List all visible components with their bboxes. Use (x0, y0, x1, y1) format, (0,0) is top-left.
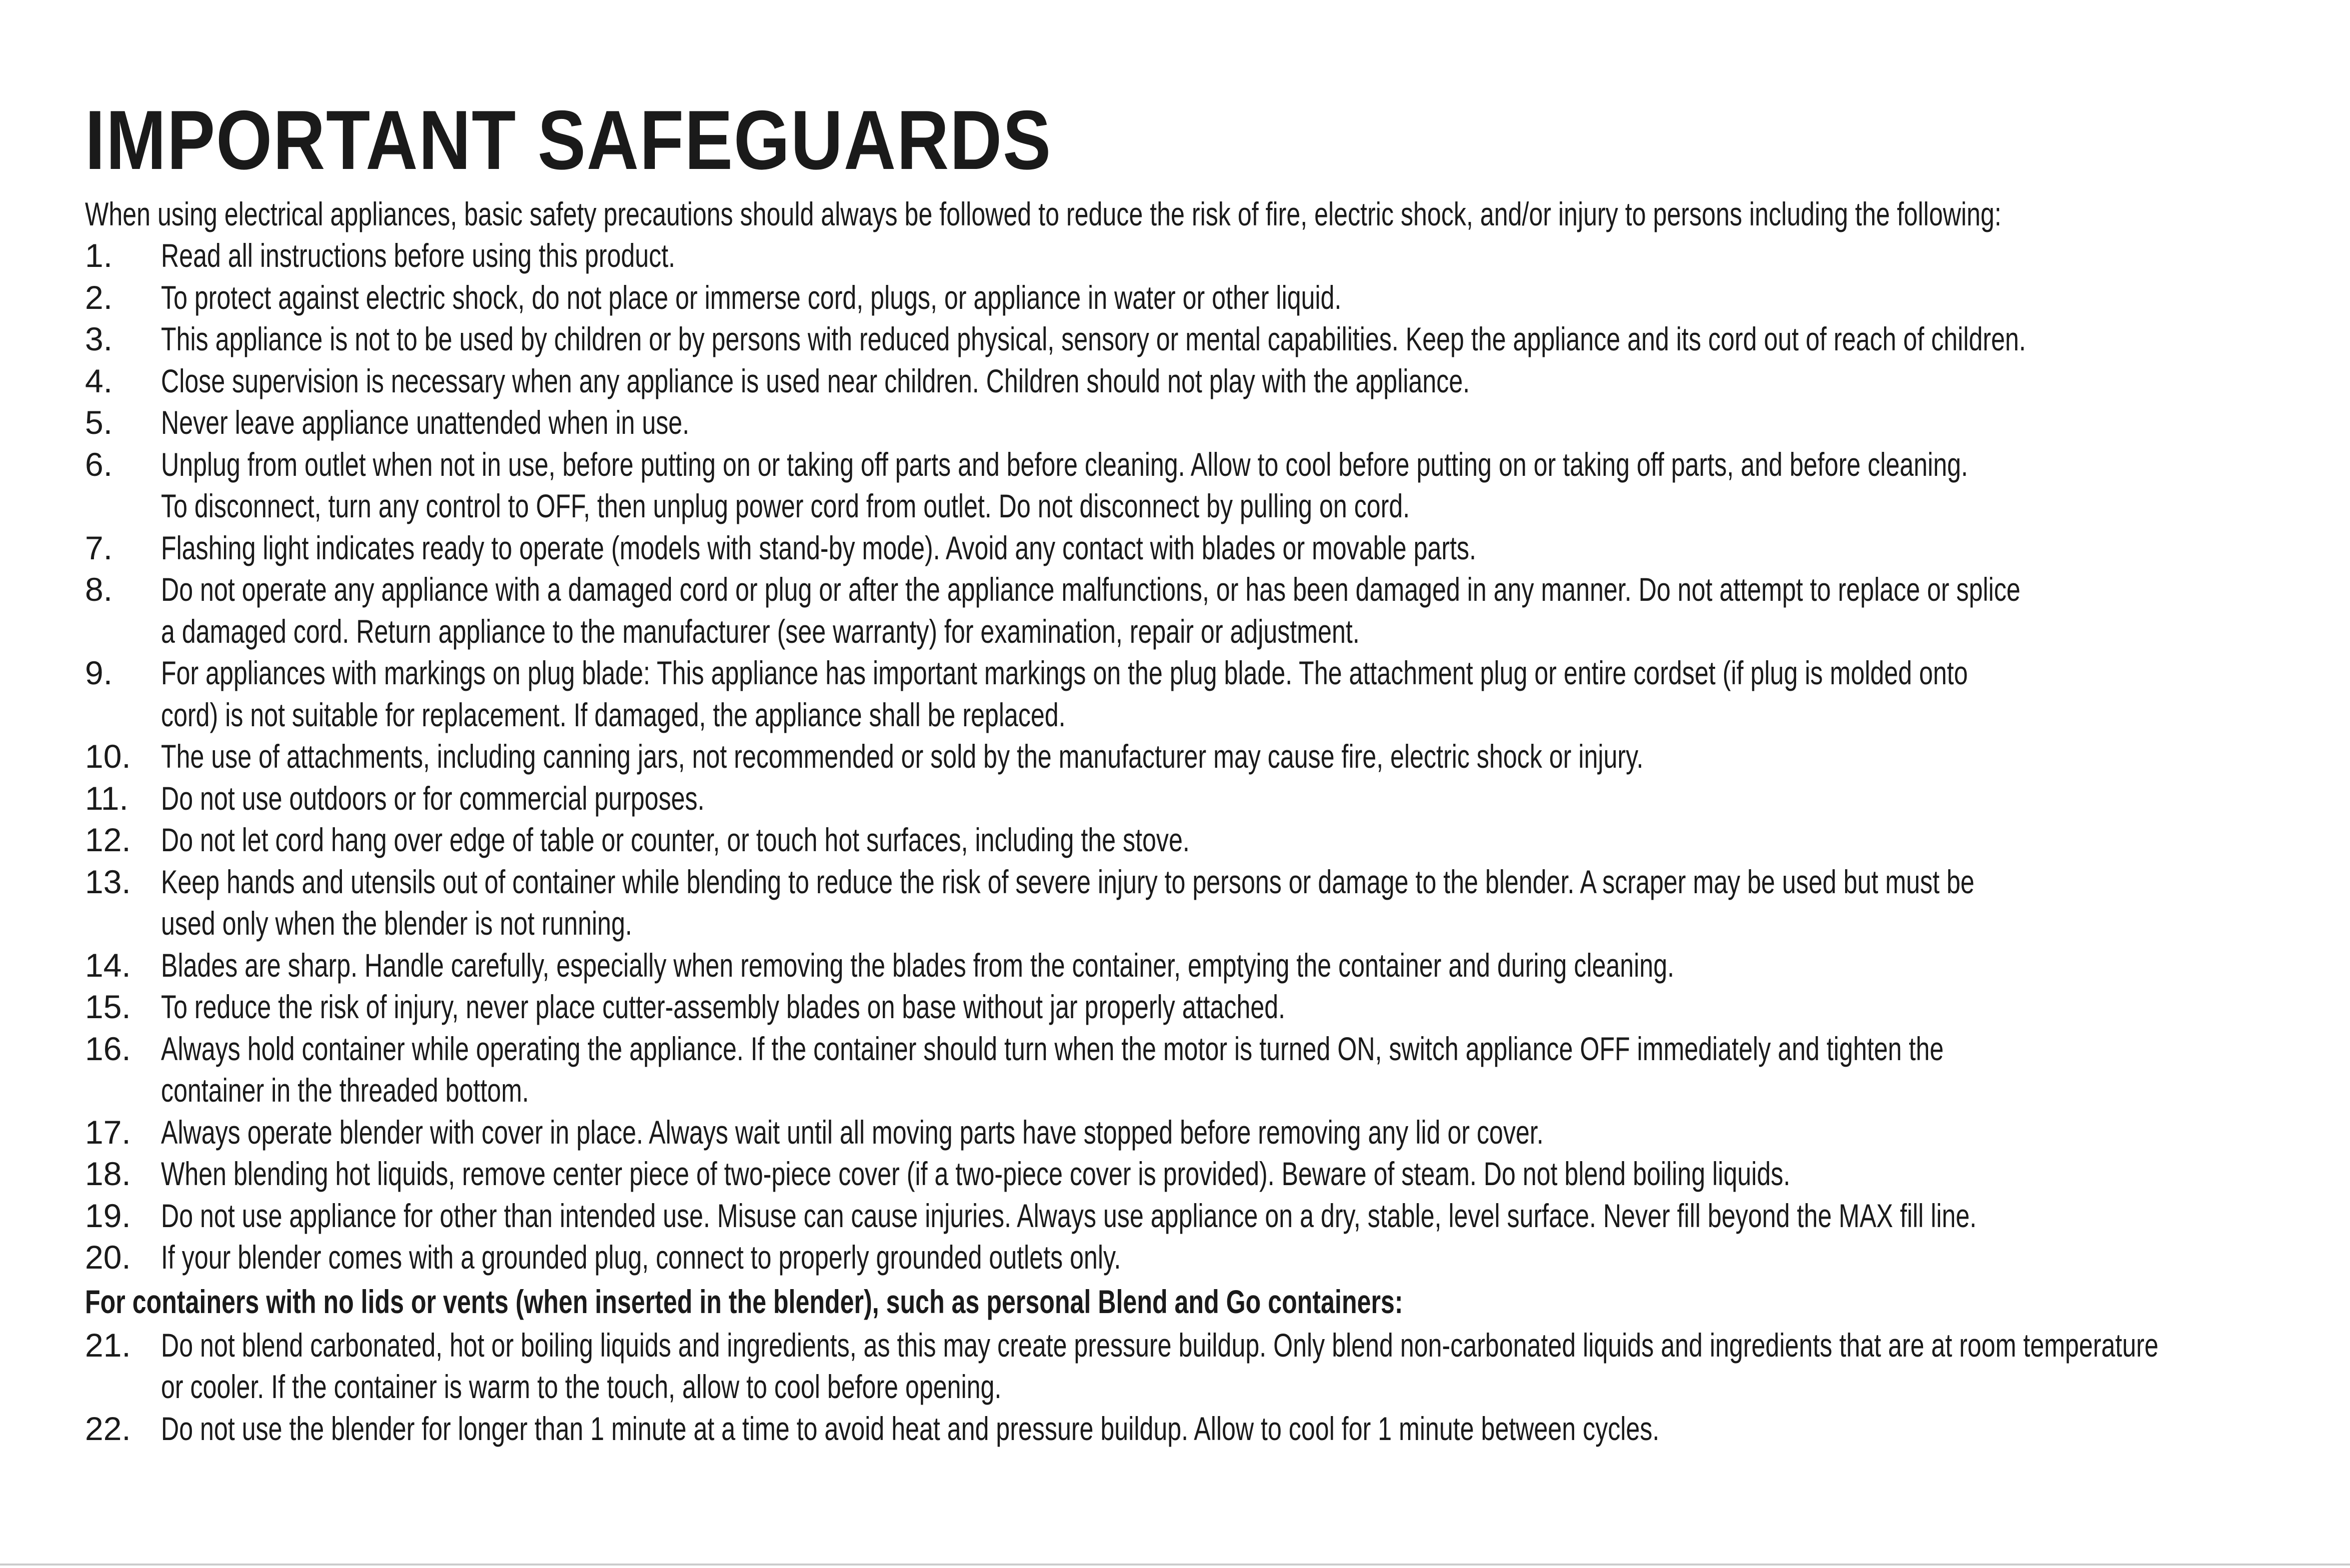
list-item (85, 736, 2325, 778)
safeguards-page (85, 90, 2325, 1450)
item-text-line: If your blender comes with a grounded plug, connect to properly grounded outlets only. (161, 1239, 1121, 1276)
item-text-line: The use of attachments, including canning jars, not recommended or sold by the manufacturer may cause fire, electric shock or injury. (161, 738, 1644, 775)
list-item (85, 444, 2325, 527)
container-safeguards-list (85, 1325, 2325, 1450)
list-item (85, 360, 2325, 402)
item-number: 8. (85, 571, 113, 608)
list-item (85, 945, 2325, 987)
item-text-line: Unplug from outlet when not in use, before putting on or taking off parts and before cleaning. Allow to cool before putting on or taking off parts, and before cleaning. (161, 445, 1968, 483)
item-number: 4. (85, 362, 113, 399)
item-text-line: Do not operate any appliance with a damaged cord or plug or after the appliance malfunctions, or has been damaged in any manner. Do not attempt to replace or splice (161, 571, 2021, 608)
item-text-line: Read all instructions before using this product. (161, 237, 675, 274)
item-number: 17. (85, 1113, 131, 1151)
item-number: 6. (85, 445, 113, 483)
safeguards-list (85, 235, 2325, 1279)
item-number: 3. (85, 320, 113, 357)
subheading-container (85, 1279, 2325, 1325)
item-text-line: For appliances with markings on plug blade: This appliance has important markings on the plug blade. The attachment plug or entire cordset (if plug is molded onto (161, 654, 1968, 691)
item-number: 11. (85, 779, 128, 817)
item-number: 2. (85, 278, 113, 316)
list-item (85, 986, 2325, 1028)
page-title: IMPORTANT SAFEGUARDS (85, 93, 1052, 187)
item-text-line: Always hold container while operating the appliance. If the container should turn when the motor is turned ON, switch appliance OFF immediately and tighten the (161, 1030, 1944, 1067)
item-number: 1. (85, 237, 113, 274)
list-item (85, 1112, 2325, 1154)
list-item (85, 569, 2325, 652)
item-number: 10. (85, 738, 131, 775)
item-text-line: Do not use outdoors or for commercial purposes. (161, 779, 705, 817)
item-number: 18. (85, 1155, 131, 1192)
item-number: 13. (85, 863, 131, 900)
item-number: 9. (85, 654, 113, 691)
item-text-line: Do not let cord hang over edge of table or counter, or touch hot surfaces, including the stove. (161, 821, 1190, 858)
item-text-line: a damaged cord. Return appliance to the manufacturer (see warranty) for examination, repair or adjustment. (161, 612, 1360, 650)
list-item (85, 819, 2325, 861)
list-item (85, 402, 2325, 444)
item-text-line: Flashing light indicates ready to operate (models with stand-by mode). Avoid any contact with blades or movable parts. (161, 529, 1477, 566)
item-number: 19. (85, 1197, 131, 1234)
item-text-line: When blending hot liquids, remove center piece of two-piece cover (if a two-piece cover is provided). Beware of steam. Do not blend boiling liquids. (161, 1155, 1791, 1192)
intro-paragraph: When using electrical appliances, basic safety precautions should always be followed to reduce the risk of fire, electric shock, and/or injury to persons including the following: (85, 195, 2002, 232)
list-item (85, 778, 2325, 820)
item-text-line: Blades are sharp. Handle carefully, especially when removing the blades from the container, emptying the container and during cleaning. (161, 946, 1675, 984)
item-text-line: container in the threaded bottom. (161, 1072, 529, 1109)
bottom-rule (0, 1564, 2350, 1566)
item-text-line: To protect against electric shock, do not place or immerse cord, plugs, or appliance in water or other liquid. (161, 278, 1342, 316)
list-item (85, 1408, 2325, 1450)
item-number: 14. (85, 946, 131, 984)
list-item (85, 861, 2325, 945)
item-number: 5. (85, 404, 113, 441)
list-item (85, 318, 2325, 360)
item-text-line: This appliance is not to be used by children or by persons with reduced physical, sensory or mental capabilities. Keep the appliance and its cord out of reach of children. (161, 320, 2026, 357)
item-text-line: used only when the blender is not running. (161, 905, 632, 942)
item-text-line: or cooler. If the container is warm to the touch, allow to cool before opening. (161, 1368, 1002, 1405)
item-text-line: Do not blend carbonated, hot or boiling liquids and ingredients, as this may create pressure buildup. Only blend non-carbonated liquids and ingredients that are at room temperature (161, 1326, 2159, 1364)
list-item (85, 1195, 2325, 1237)
subheading: For containers with no lids or vents (when inserted in the blender), such as personal Blend and Go containers: (85, 1283, 1403, 1320)
item-text-line: Do not use appliance for other than intended use. Misuse can cause injuries. Always use appliance on a dry, stable, level surface. Never fill beyond the MAX fill line. (161, 1197, 1977, 1234)
item-number: 20. (85, 1239, 131, 1276)
item-text-line: Keep hands and utensils out of container while blending to reduce the risk of severe injury to persons or damage to the blender. A scraper may be used but must be (161, 863, 1975, 900)
list-item (85, 277, 2325, 319)
item-number: 16. (85, 1030, 131, 1067)
list-item (85, 1237, 2325, 1279)
item-text-line: To disconnect, turn any control to OFF, then unplug power cord from outlet. Do not disconnect by pulling on cord. (161, 487, 1410, 524)
list-item (85, 527, 2325, 569)
item-text-line: To reduce the risk of injury, never place cutter-assembly blades on base without jar properly attached. (161, 988, 1286, 1025)
item-number: 15. (85, 988, 131, 1025)
item-text-line: Always operate blender with cover in place. Always wait until all moving parts have stopped before removing any lid or cover. (161, 1113, 1544, 1151)
list-item (85, 1325, 2325, 1408)
item-number: 21. (85, 1326, 131, 1364)
list-item (85, 1028, 2325, 1112)
list-item (85, 235, 2325, 277)
item-number: 7. (85, 529, 113, 566)
list-item (85, 652, 2325, 736)
list-item (85, 1153, 2325, 1195)
item-number: 12. (85, 821, 131, 858)
item-text-line: Close supervision is necessary when any appliance is used near children. Children should not play with the appliance. (161, 362, 1470, 399)
item-text-line: Do not use the blender for longer than 1 minute at a time to avoid heat and pressure buildup. Allow to cool for 1 minute between cycles. (161, 1410, 1660, 1447)
item-text-line: cord) is not suitable for replacement. If damaged, the appliance shall be replaced. (161, 696, 1066, 733)
item-text-line: Never leave appliance unattended when in use. (161, 404, 689, 441)
item-number: 22. (85, 1410, 131, 1447)
